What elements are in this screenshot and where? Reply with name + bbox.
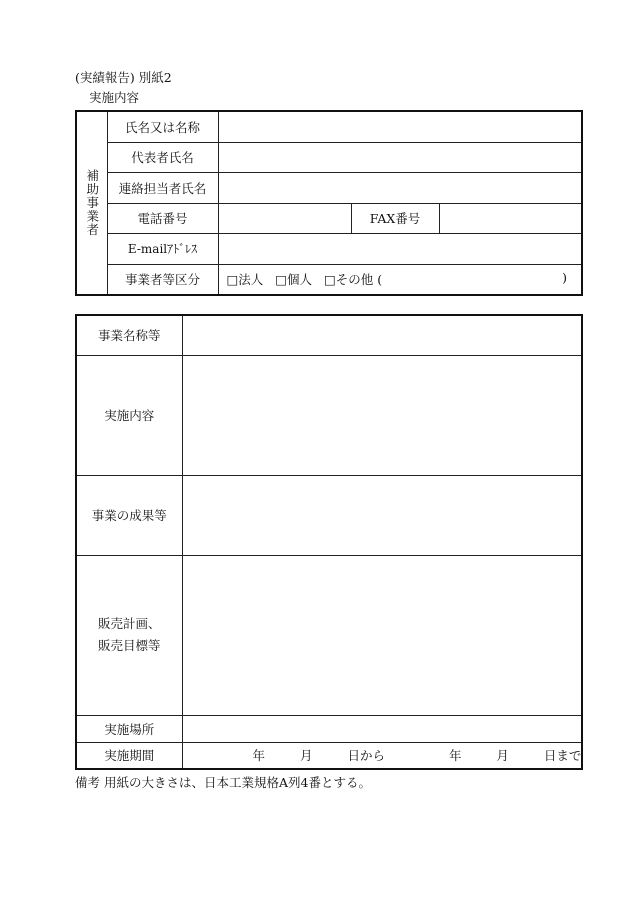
period-end-year: 年 [448,748,462,764]
project-name-label: 事業名称等 [76,315,182,355]
place-label: 実施場所 [76,715,182,742]
email-field[interactable] [218,234,582,265]
checkbox-individual[interactable]: □個人 [275,272,313,288]
place-field[interactable] [182,715,582,742]
email-label: E-mailｱﾄﾞﾚｽ [107,234,218,265]
results-label: 事業の成果等 [76,475,182,555]
category-label: 事業者等区分 [107,264,218,295]
phone-field[interactable] [218,203,351,234]
results-field[interactable] [182,475,582,555]
form-attachment-title: (実績報告) 別紙2 [75,70,172,85]
name-field[interactable] [218,111,582,142]
project-name-field[interactable] [182,315,582,355]
period-start-month: 月 [299,748,313,764]
other-close-paren: ) [562,270,567,286]
checkbox-other[interactable]: □その他 ( [323,272,383,288]
applicant-table [75,110,583,296]
representative-label: 代表者氏名 [107,142,218,173]
name-label: 氏名又は名称 [107,111,218,142]
period-end-month: 月 [496,748,509,764]
contact-person-field[interactable] [218,173,582,204]
applicant-side-label: 補助事業者 [76,111,107,295]
content-field[interactable] [182,355,582,475]
checkbox-corporation[interactable]: □法人 [226,272,264,288]
project-table [75,314,583,770]
phone-label: 電話番号 [107,203,218,234]
sales-plan-field[interactable] [182,555,582,715]
period-end-day: 日まで [543,748,582,764]
period-start-day: 日から [347,748,385,764]
sales-plan-label-line1: 販売計画、 [97,616,161,631]
fax-field[interactable] [439,203,582,234]
sales-plan-label-line2: 販売目標等 [97,638,161,653]
period-start-year: 年 [252,748,265,764]
category-options [218,264,582,295]
sales-plan-label [76,555,182,715]
representative-field[interactable] [218,142,582,173]
period-field[interactable] [182,742,582,769]
remarks-note: 備考 用紙の大きさは、日本工業規格A列4番とする。 [75,775,371,790]
content-label: 実施内容 [76,355,182,475]
period-label: 実施期間 [76,742,182,769]
section-title: 実施内容 [89,90,140,105]
contact-person-label: 連絡担当者氏名 [107,173,218,204]
fax-label: FAX番号 [351,203,439,234]
